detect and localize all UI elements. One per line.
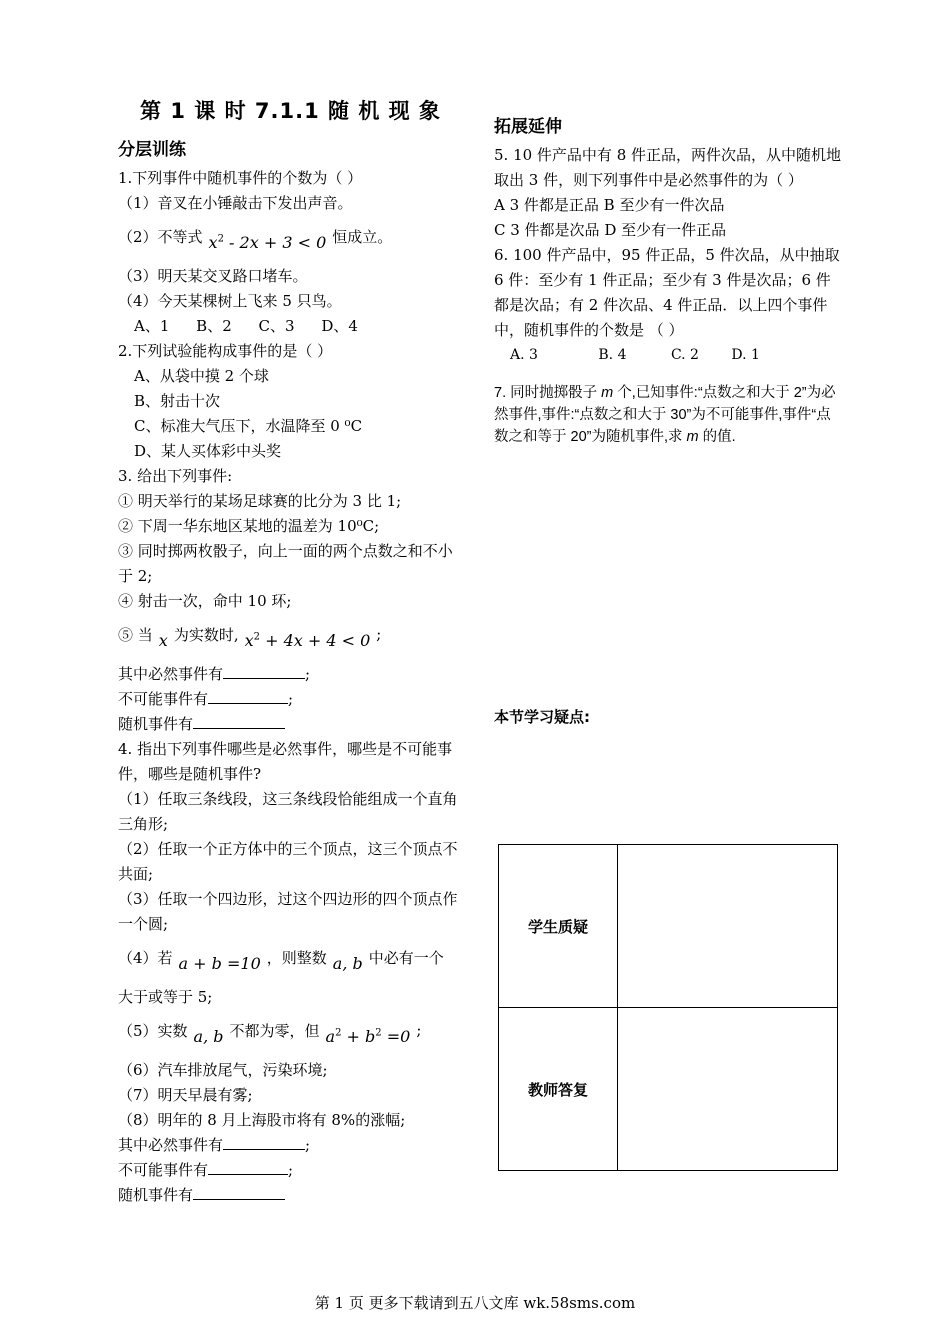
q4-item-4-continued: 大于或等于 5; (118, 988, 213, 1006)
q1-item-4: （4）今天某棵树上飞来 5 只鸟。 (118, 292, 342, 310)
q2-option-c: C、标准大气压下，水温降至 0 ⁰C (134, 417, 363, 435)
q7-prefix: 7. 同时抛掷骰子 (494, 385, 598, 401)
q4-stem: 4. 指出下列事件哪些是必然事件，哪些是不可能事件，哪些是随机事件? (118, 740, 453, 783)
q6-option-b: B. 4 (598, 347, 627, 363)
q2-stem: 2.下列试验能构成事件的是（ ） (118, 342, 333, 360)
variables-ab: a, b (332, 953, 363, 973)
q4-item-4-middle: ，则整数 (266, 948, 327, 967)
variable-m: m (601, 385, 614, 401)
q1-stem: 1.下列事件中随机事件的个数为（ ） (118, 169, 363, 187)
answer-blank[interactable] (193, 1183, 285, 1200)
teacher-answer-cell[interactable] (618, 1008, 838, 1171)
page-title: 第 1 课 时 7.1.1 随 机 现 象 (140, 99, 441, 123)
q6-option-c: C. 2 (670, 347, 699, 363)
q4-item-7: （7）明天早晨有雾; (118, 1086, 253, 1104)
question-2 (118, 339, 463, 464)
question-1 (118, 166, 463, 339)
variable-x: x (158, 630, 168, 650)
q2-option-a: A、从袋中摸 2 个球 (134, 367, 269, 385)
q1-option-b: B、2 (196, 317, 232, 335)
q6-option-d: D. 1 (731, 347, 760, 363)
study-doubts-heading: 本节学习疑点: (494, 708, 590, 726)
question-answer-table (498, 844, 838, 1171)
q1-item-2-prefix: （2）不等式 (118, 227, 203, 246)
q3-event-5-suffix: ; (376, 625, 382, 643)
q3-event-5-middle: 为实数时, (173, 625, 239, 644)
q3-random-line: 随机事件有 (118, 712, 463, 737)
q3-impossible-line: 不可能事件有 ; (118, 687, 463, 712)
q3-event-5 (118, 614, 463, 654)
section-heading-layered-training: 分层训练 (118, 140, 186, 160)
answer-blank[interactable] (223, 662, 305, 679)
q3-event-3: ③ 同时掷两枚骰子，向上一面的两个点数之和不小于 2; (118, 542, 453, 585)
teacher-answer-label: 教师答复 (499, 1008, 618, 1171)
q3-event-1: ① 明天举行的某场足球赛的比分为 3 比 1; (118, 492, 402, 510)
q4-impossible-line: 不可能事件有 ; (118, 1158, 463, 1183)
q7-end: 的值. (702, 429, 736, 445)
q2-option-b: B、射击十次 (134, 392, 221, 410)
equation-squares: $a^2 + b^2 =0$ (325, 1026, 411, 1046)
q6-stem: 6. 100 件产品中，95 件正品，5 件次品，从中抽取 6 件：至少有 1 件正品；至少有 3 件是次品；6 件都是次品；有 2 件次品、4 件正品．以上四个事件中，随机事件的个数是 （ ） (494, 246, 840, 339)
q1-option-a: A、1 (134, 317, 170, 335)
q4-item-3: （3）任取一个四边形，过这个四边形的四个顶点作一个圆; (118, 890, 458, 933)
q1-item-3: （3）明天某交叉路口堵车。 (118, 267, 308, 285)
variable-m: m (686, 429, 699, 445)
page-footer: 第 1 页 更多下载请到五八文库 wk.58sms.com (314, 1294, 636, 1312)
answer-blank[interactable] (208, 1158, 288, 1175)
inequality-1: $x^2 - 2x + 3 < 0$ (208, 232, 327, 252)
q4-item-8: （8）明年的 8 月上海股市将有 8%的涨幅; (118, 1111, 406, 1129)
question-7 (494, 382, 842, 448)
q4-item-5-prefix: （5）实数 (118, 1021, 188, 1040)
answer-blank[interactable] (208, 687, 288, 704)
table-row (499, 1008, 838, 1171)
question-5 (494, 143, 842, 243)
q3-stem: 3. 给出下列事件: (118, 467, 233, 485)
student-question-cell[interactable] (618, 845, 838, 1008)
answer-blank[interactable] (223, 1133, 305, 1150)
q1-option-d: D、4 (321, 317, 358, 335)
section-heading-extension: 拓展延伸 (494, 117, 562, 137)
q7-body: 个,已知事件:“点数之和大于 2”为必然事件,事件:“点数之和大于 30”为不可能事件,事件“点数之和等于 20”为随机事件,求 (494, 385, 836, 445)
q6-option-a: A. 3 (510, 347, 538, 363)
q4-item-2: （2）任取一个正方体中的三个顶点，这三个顶点不共面; (118, 840, 458, 883)
q4-item-4 (118, 937, 463, 977)
q5-options-cd: C 3 件都是次品 D 至少有一件正品 (494, 221, 727, 239)
q4-item-4-prefix: （4）若 (118, 948, 173, 967)
q4-item-1: （1）任取三条线段，这三条线段恰能组成一个直角三角形; (118, 790, 458, 833)
question-3 (118, 464, 463, 737)
q1-option-c: C、3 (258, 317, 295, 335)
q3-event-5-prefix: ⑤ 当 (118, 625, 153, 644)
q4-item-5-suffix: ; (416, 1021, 422, 1039)
student-question-label: 学生质疑 (499, 845, 618, 1008)
right-column (494, 112, 842, 448)
q1-item-2 (118, 216, 463, 256)
q3-event-2: ② 下周一华东地区某地的温差为 10⁰C; (118, 517, 380, 535)
q3-must-line: 其中必然事件有 ; (118, 662, 463, 687)
q4-item-5-middle: 不都为零，但 (229, 1021, 320, 1040)
equation-sum: a + b =10 (178, 953, 261, 973)
table-row (499, 845, 838, 1008)
q4-item-4-suffix: 中必有一个 (368, 948, 444, 967)
inequality-2: $x^2 + 4x + 4 < 0$ (244, 630, 371, 650)
q5-stem: 5. 10 件产品中有 8 件正品，两件次品，从中随机地取出 3 件，则下列事件中是必然事件的为（ ） (494, 146, 842, 189)
q4-item-5 (118, 1010, 463, 1050)
q1-item-1: （1）音叉在小锤敲击下发出声音。 (118, 194, 353, 212)
answer-blank[interactable] (193, 712, 285, 729)
q3-event-4: ④ 射击一次，命中 10 环; (118, 592, 292, 610)
question-4 (118, 737, 463, 1208)
q1-item-2-suffix: 恒成立。 (332, 227, 393, 246)
q4-must-line: 其中必然事件有 ; (118, 1133, 463, 1158)
variables-ab: a, b (193, 1026, 224, 1046)
question-6 (494, 243, 842, 368)
left-column (118, 95, 463, 1208)
q1-options (118, 314, 463, 339)
q4-item-6: （6）汽车排放尾气，污染环境; (118, 1061, 328, 1079)
q4-random-line: 随机事件有 (118, 1183, 463, 1208)
q5-options-ab: A 3 件都是正品 B 至少有一件次品 (494, 196, 725, 214)
q6-options (494, 343, 842, 368)
q2-option-d: D、某人买体彩中头奖 (134, 442, 282, 460)
